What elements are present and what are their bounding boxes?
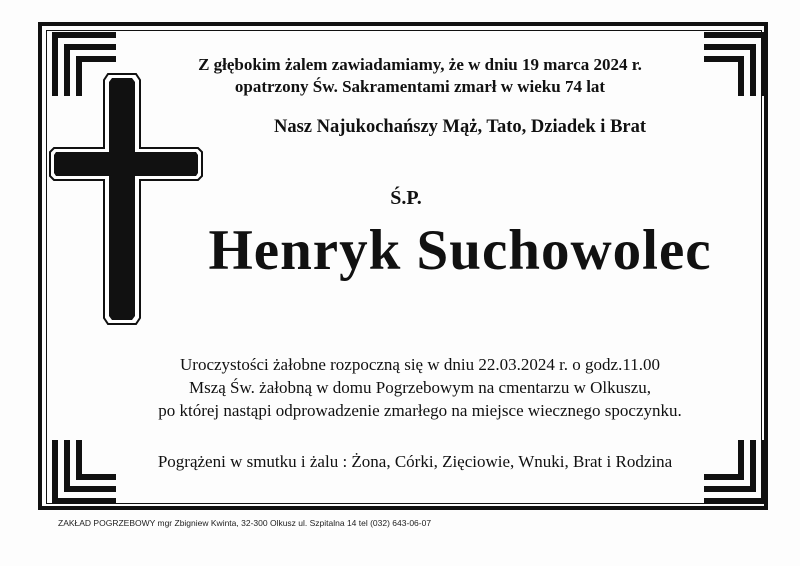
mourners-line: Pogrążeni w smutku i żalu : Żona, Córki, Zięciowie, Wnuki, Brat i Rodzina: [157, 452, 673, 471]
funeral-home-footer: ZAKŁAD POGRZEBOWY mgr Zbigniew Kwinta, 32-300 Olkusz ul. Szpitalna 14 tel (032) 643-06-07: [58, 518, 432, 528]
deceased-name: Henryk Suchowolec: [208, 219, 712, 282]
ceremony-line-1: Uroczystości żałobne rozpoczną się w dniu 22.03.2024 r. o godz.11.00: [180, 355, 660, 374]
intro-line-1: Z głębokim żalem zawiadamiamy, że w dniu 19 marca 2024 r.: [198, 55, 642, 74]
name-prefix: Ś.P.: [390, 187, 422, 209]
ceremony-info: [20, 353, 800, 422]
intro-text: [20, 54, 800, 98]
intro-line-2: opatrzony Św. Sakramentami zmarł w wieku 74 lat: [234, 77, 606, 96]
ceremony-line-2: Mszą Św. żałobną w domu Pogrzebowym na cmentarzu w Olkuszu,: [188, 378, 652, 397]
relation-line: Nasz Najukochańszy Mąż, Tato, Dziadek i Brat: [273, 117, 647, 137]
ceremony-line-3: po której nastąpi odprowadzenie zmarłego na miejsce wiecznego spoczynku.: [158, 401, 682, 420]
